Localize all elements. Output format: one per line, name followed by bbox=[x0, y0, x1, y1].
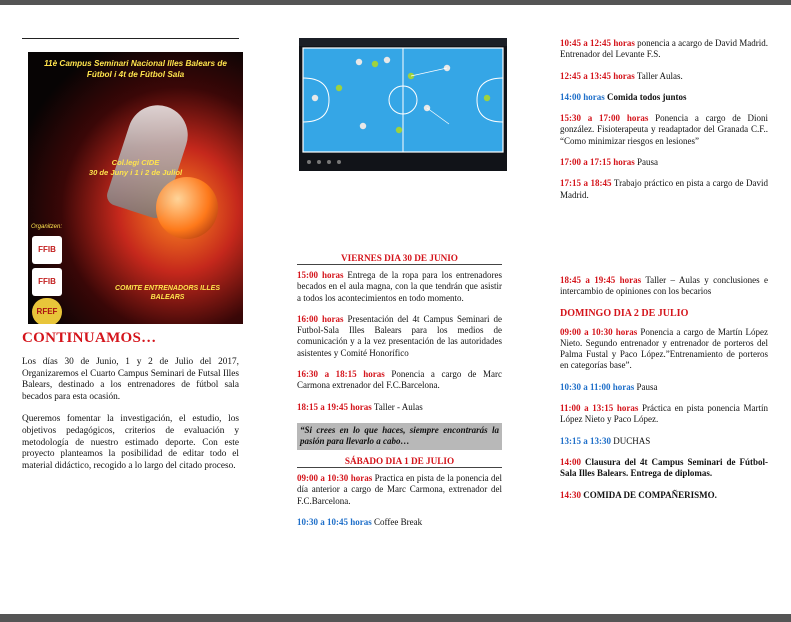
motivational-quote: “Si crees en lo que haces, siempre encontrarás la pasión para llevarlo a cabo… bbox=[297, 423, 502, 450]
schedule-time: 10:30 a 11:00 horas bbox=[560, 381, 635, 392]
column-middle bbox=[297, 38, 502, 538]
poster-venue: Col.legi CIDE bbox=[111, 158, 160, 167]
column-right bbox=[560, 38, 768, 511]
schedule-time: 10:45 a 12:45 horas bbox=[560, 38, 635, 48]
schedule-time: 16:00 horas bbox=[297, 313, 344, 324]
schedule-entry bbox=[297, 517, 502, 528]
schedule-entry bbox=[560, 382, 768, 393]
bottom-border bbox=[0, 614, 791, 622]
schedule-description: Taller Aulas. bbox=[634, 70, 683, 81]
schedule-entry bbox=[560, 403, 768, 426]
goals-paragraph: Queremos fomentar la investigación, el estudio, los objetivos pedagógicos, criterios de evaluación y metodología de nuestro estimado deporte. Con este proyecto planteamos la posibilidad de editar todo el material didáctico, recogido a lo largo del citado proceso. bbox=[22, 414, 239, 471]
ffib-logo-2: FFIB bbox=[32, 268, 62, 296]
futsal-court-image bbox=[299, 38, 507, 171]
schedule-time: 10:30 a 10:45 horas bbox=[297, 516, 372, 527]
schedule-time: 18:15 a 19:45 horas bbox=[297, 401, 372, 412]
saturday-schedule-continued bbox=[560, 38, 768, 298]
friday-schedule bbox=[297, 270, 502, 413]
schedule-entry bbox=[560, 457, 768, 480]
schedule-description: Taller - Aulas bbox=[371, 401, 423, 412]
schedule-description: Presentación del 4t Campus Seminari de Futbol-Sala Illes Balears para los medios de comunicación y a la vez presentación de las autoridades asistentes y Comité Honorífico bbox=[297, 313, 503, 358]
schedule-entry bbox=[560, 275, 768, 298]
intro-paragraph: Los días 30 de Junio, 1 y 2 de Julio del 2017, Organizaremos el Cuarto Campus Seminari de Futsal Illes Balears, destinado a los entrenadores de fútbol sala becados para esta ocasión. bbox=[22, 357, 239, 402]
schedule-description: Coffee Break bbox=[371, 516, 423, 527]
schedule-entry bbox=[297, 473, 502, 507]
schedule-description: Clausura del 4t Campus Seminari de Fútbol-Sala Illes Balears. Entrega de diplomas. bbox=[560, 456, 768, 479]
schedule-time: 15:30 a 17:00 horas bbox=[560, 113, 649, 124]
schedule-entry bbox=[560, 38, 768, 61]
schedule-entry bbox=[297, 270, 502, 304]
schedule-description: Ponencia a cargo de Marc Carmona extrenador del F.C.Barcelona. bbox=[297, 369, 502, 391]
section-heading: CONTINUAMOS… bbox=[22, 330, 157, 346]
schedule-description: Entrega de la ropa para los entrenadores becados en el aula magna, con la que tendrán que asistir a todos los acontecimientos en todo momento. bbox=[297, 270, 503, 303]
schedule-time: 14:00 horas bbox=[560, 91, 605, 102]
schedule-description: DUCHAS bbox=[611, 435, 651, 446]
friday-heading: VIERNES DIA 30 DE JUNIO bbox=[297, 253, 502, 265]
sunday-heading: DOMINGO DIA 2 DE JULIO bbox=[560, 307, 689, 319]
schedule-description: Pausa bbox=[634, 157, 658, 168]
schedule-time: 09:00 a 10:30 horas bbox=[297, 472, 373, 483]
schedule-entry bbox=[560, 436, 768, 447]
poster-dates: 30 de Juny i 1 i 2 de Juliol bbox=[88, 168, 183, 177]
column-left bbox=[22, 38, 239, 483]
schedule-description: Comida todos juntos bbox=[604, 91, 687, 102]
poster-title: 11è Campus Seminari Nacional Illes Balears de Fútbol i 4t de Fútbol Sala bbox=[44, 59, 227, 79]
schedule-time: 09:00 a 10:30 horas bbox=[560, 326, 638, 337]
schedule-entry bbox=[297, 369, 502, 392]
ffib-logo: FFIB bbox=[32, 236, 62, 264]
sunday-schedule bbox=[560, 327, 768, 501]
poster-venue-dates bbox=[36, 158, 235, 178]
rfef-crest-logo: RFEF bbox=[32, 298, 62, 324]
schedule-description: Practica en pista de la ponencia del día anterior a cargo de Marc Carmona, extrenador del F.C.Barcelona. bbox=[297, 472, 502, 506]
saturday-heading: SÁBADO DIA 1 DE JULIO bbox=[297, 456, 502, 468]
schedule-entry bbox=[560, 490, 768, 501]
schedule-description: Ponencia a cargo de Martín López Nieto. Segundo entrenador y entrenador de porteros del Palma Fustal y Paco López.”Entrenamiento de porteros en categorías base”. bbox=[560, 326, 768, 371]
schedule-entry bbox=[560, 178, 768, 201]
schedule-time: 15:00 horas bbox=[297, 270, 344, 280]
schedule-entry bbox=[297, 402, 502, 413]
schedule-entry bbox=[560, 327, 768, 372]
schedule-description: COMIDA DE COMPAÑERISMO. bbox=[581, 489, 717, 500]
schedule-description: Ponencia a cargo de Dioni gonzález. Fisioterapeuta y readaptador del Granada C.F.. “Como minimizar riesgos en lesiones” bbox=[560, 113, 768, 146]
schedule-time: 17:15 a 18:45 bbox=[560, 178, 612, 189]
poster-committee: COMITE ENTRENADORS ILLES BALEARS bbox=[114, 285, 220, 301]
ball-graphic bbox=[156, 177, 218, 239]
schedule-description: Práctica en pista ponencia Martín López Nieto y Paco López. bbox=[560, 403, 768, 425]
schedule-description: Taller – Aulas y conclusiones e intercambio de opiniones con los becarios bbox=[560, 274, 768, 297]
schedule-time: 11:00 a 13:15 horas bbox=[560, 403, 639, 414]
schedule-time: 16:30 a 18:15 horas bbox=[297, 369, 385, 380]
schedule-time: 18:45 a 19:45 horas bbox=[560, 274, 642, 285]
saturday-schedule bbox=[297, 473, 502, 528]
schedule-entry bbox=[560, 113, 768, 147]
schedule-entry bbox=[560, 157, 768, 168]
event-poster bbox=[28, 52, 243, 324]
schedule-time: 14:30 bbox=[560, 489, 581, 500]
schedule-time: 14:00 bbox=[560, 456, 581, 467]
poster-organizers-label: Organitzen: bbox=[31, 224, 63, 230]
schedule-description: Pausa bbox=[634, 381, 658, 392]
schedule-entry bbox=[560, 92, 768, 103]
schedule-entry bbox=[297, 314, 502, 359]
schedule-time: 13:15 a 13:30 bbox=[560, 435, 611, 446]
schedule-description: ponencia a acargo de David Madrid. Entrenador del Levante F.S. bbox=[560, 38, 769, 60]
schedule-time: 17:00 a 17:15 horas bbox=[560, 157, 635, 168]
schedule-entry bbox=[560, 71, 768, 82]
schedule-time: 12:45 a 13:45 horas bbox=[560, 70, 635, 81]
schedule-description: Trabajo práctico en pista a cargo de David Madrid. bbox=[560, 178, 768, 200]
top-rule bbox=[22, 38, 239, 39]
top-border bbox=[0, 0, 791, 5]
